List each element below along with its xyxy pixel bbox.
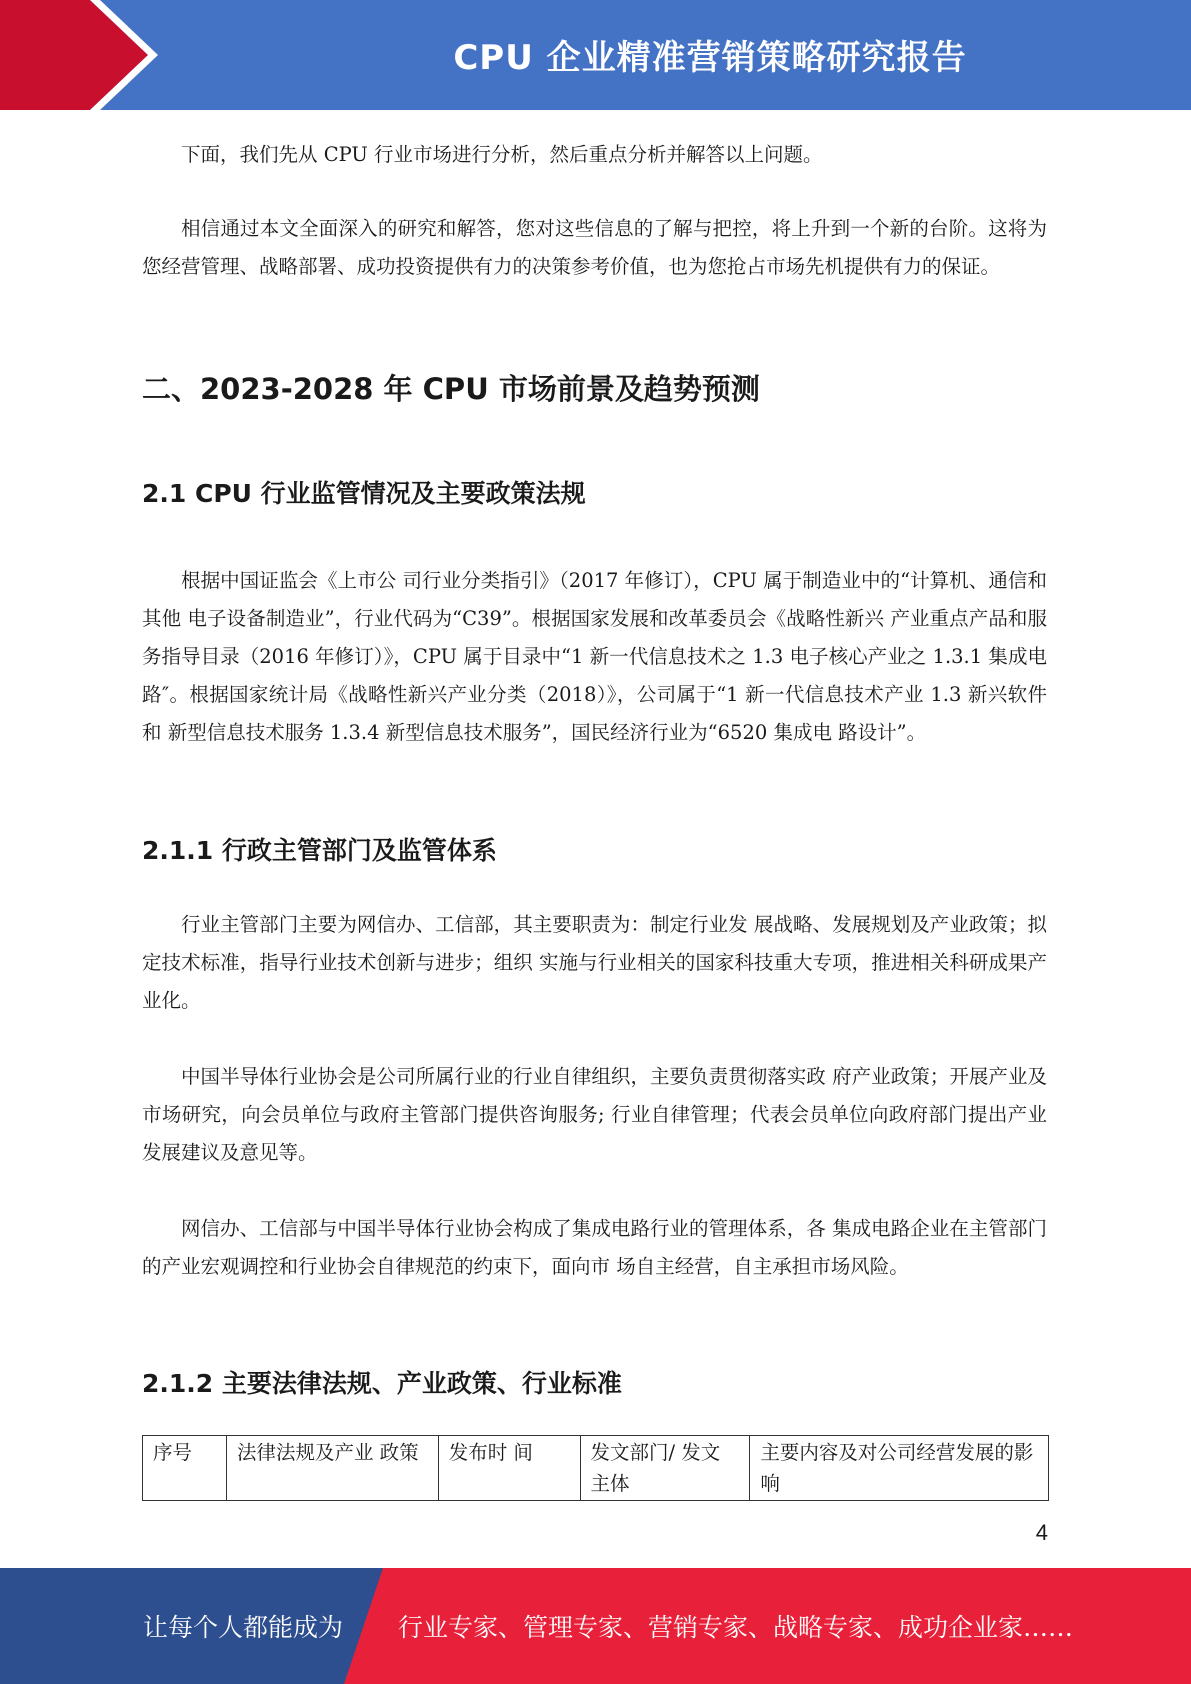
section-2-1-1-paragraph-2: 中国半导体行业协会是公司所属行业的行业自律组织，主要负责贯彻落实政 府产业政策；开展产业及市场研究，向会员单位与政府主管部门提供咨询服务; 行业自律管理；代表会员单位向政府部门提出产业发展建议及意见等。: [142, 1065, 1047, 1164]
section-2-1-1-paragraph-3: 网信办、工信部与中国半导体行业协会构成了集成电路行业的管理体系，各 集成电路企业在主管部门的产业宏观调控和行业协会自律规范的约束下，面向市 场自主经营，自主承担市场风险。: [142, 1217, 1047, 1278]
intro-paragraph-1: 下面，我们先从 CPU 行业市场进行分析，然后重点分析并解答以上问题。: [181, 143, 823, 166]
table-header-cell: 发文部门/ 发文主体: [580, 1436, 750, 1501]
page-header: [0, 0, 1191, 110]
page-footer: [0, 1568, 1191, 1684]
section-2-1-paragraph: 根据中国证监会《上市公 司行业分类指引》（2017 年修订），CPU 属于制造业中的“计算机、通信和其他 电子设备制造业”，行业代码为“C39”。根据国家发展和改革委员会《战略性新兴 产业重点产品和服务指导目录（2016 年修订）》，CPU 属于目录中“1 新一代信息技术之 1.3 电子核心产业之 1.3.1 集成电路″。根据国家统计局《战略性新兴产业分类（2018）》，公司属于“1 新一代信息技术产业 1.3 新兴软件和 新型信息技术服务 1.3.4 新型信息技术服务”，国民经济行业为“6520 集成电 路设计”。: [142, 569, 1047, 744]
section-2-heading: 二、2023-2028 年 CPU 市场前景及趋势预测: [142, 372, 760, 406]
section-2-1-heading: 2.1 CPU 行业监管情况及主要政策法规: [142, 479, 586, 508]
table-header-cell: 主要内容及对公司经营发展的影响: [750, 1436, 1049, 1501]
table-header-row: [143, 1436, 1049, 1501]
page-number: 4: [1035, 1520, 1048, 1545]
section-2-1-2-heading: 2.1.2 主要法律法规、产业政策、行业标准: [142, 1369, 622, 1398]
section-2-1-1-paragraph-1: 行业主管部门主要为网信办、工信部，其主要职责为：制定行业发 展战略、发展规划及产业政策；拟定技术标准，指导行业技术创新与进步；组织 实施与行业相关的国家科技重大专项，推进相关科研成果产业化。: [142, 913, 1047, 1012]
table-header-cell: 序号: [143, 1436, 227, 1501]
report-title: CPU 企业精准营销策略研究报告: [453, 38, 967, 78]
footer-slogan-left: 让每个人都能成为: [143, 1613, 344, 1642]
footer-slogan-right: 行业专家、管理专家、营销专家、战略专家、成功企业家……: [398, 1613, 1074, 1642]
policy-table: [142, 1435, 1049, 1501]
section-2-1-1-heading: 2.1.1 行政主管部门及监管体系: [142, 836, 497, 865]
table-header-cell: 法律法规及产业 政策: [226, 1436, 438, 1501]
table-header-cell: 发布时 间: [438, 1436, 580, 1501]
intro-paragraph-2: 相信通过本文全面深入的研究和解答，您对这些信息的了解与把控，将上升到一个新的台阶。这将为您经营管理、战略部署、成功投资提供有力的决策参考价值，也为您抢占市场先机提供有力的保证。: [142, 217, 1047, 278]
